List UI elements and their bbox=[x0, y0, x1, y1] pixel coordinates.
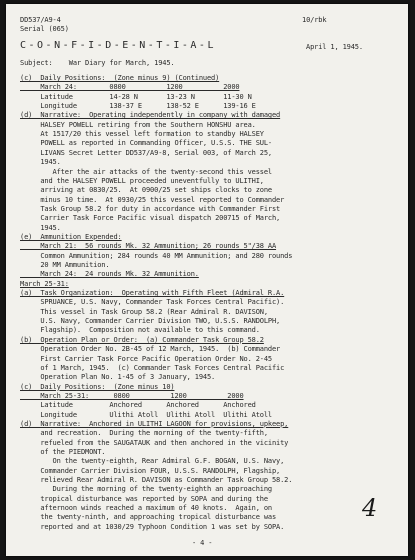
body-line: (d) Narrative: Anchored in ULITHI LAGOON for provisions, upkeep, bbox=[20, 419, 289, 428]
serial-number: Serial (065) bbox=[20, 25, 69, 33]
body-line: March 24: 24 rounds Mk. 32 Ammunition. bbox=[20, 270, 199, 279]
body-line: Operation Order No. 2B-45 of 12 March, 1945. (b) Commander bbox=[20, 345, 281, 354]
body-line: refueled from the SAUGATAUK and then anchored in the vicinity bbox=[20, 438, 289, 447]
body-line: March 21: 56 rounds Mk. 32 Ammunition; 26 rounds 5"/38 AA bbox=[20, 242, 277, 251]
body-line: afternoon winds reached a maximum of 40 knots. Again, on bbox=[20, 504, 272, 513]
body-line: 20 MM Ammunition. bbox=[20, 261, 110, 269]
body-line: Longitude Ulithi Atoll Ulithi Atoll Ulithi Atoll bbox=[20, 410, 272, 419]
subject-line: Subject: War Diary for March, 1945. bbox=[20, 59, 175, 67]
body-line: This vessel in Task Group 58.2 (Rear Admiral R. DAVISON, bbox=[20, 307, 268, 316]
body-line: SPRUANCE, U.S. Navy, Commander Task Forces Central Pacific). bbox=[20, 298, 285, 307]
body-line: (a) Task Organization: Operating with Fifth Fleet (Admiral R.A. bbox=[20, 289, 285, 298]
document-page bbox=[6, 4, 408, 556]
handwritten-page-mark: 4 bbox=[362, 494, 378, 522]
body-line: HALSEY POWELL retiring from the Southern HONSHU area. bbox=[20, 120, 256, 129]
body-line: March 24: 0800 1200 2000 bbox=[20, 83, 240, 92]
page-number: - 4 - bbox=[192, 539, 213, 547]
body-line: Latitude Anchored Anchored Anchored bbox=[20, 401, 256, 410]
body-line: of 1 March, 1945. (c) Commander Task Forces Central Pacific bbox=[20, 363, 285, 372]
body-line: Common Ammunition; 284 rounds 40 MM Ammunition; and 280 rounds bbox=[20, 251, 293, 260]
body-line: LIVANS Secret Letter DD537/A9-8, Serial 003, of March 25, bbox=[20, 148, 272, 157]
body-line: (d) Narrative: Operating independently in company with damaged bbox=[20, 111, 281, 120]
body-line: Carrier Task Force Pacific visual dispatch 200715 of March, bbox=[20, 214, 281, 223]
body-line: March 25-31: 0800 1200 2000 bbox=[20, 391, 244, 400]
body-line: (b) Operation Plan or Order: (a) Commander Task Group 58.2 bbox=[20, 335, 264, 344]
body-line: During the morning of the twenty-eighth an approaching bbox=[20, 485, 272, 494]
typist-reference: 10/rbk bbox=[302, 16, 327, 24]
body-line: POWELL as reported in Commanding Officer, U.S.S. THE SUL- bbox=[20, 139, 272, 148]
body-line: relieved Rear Admiral R. DAVISON as Commander Task Group 58.2. bbox=[20, 476, 293, 485]
body-line: 1945. bbox=[20, 223, 61, 232]
body-line: (c) Daily Positions: (Zone minus 10) bbox=[20, 382, 175, 391]
body-line: (e) Ammunition Expended: bbox=[20, 232, 122, 241]
body-line: the twenty-ninth, and approaching tropical disturbance was bbox=[20, 513, 277, 522]
body-line: (c) Daily Positions: (Zone minus 9) (Continued) bbox=[20, 74, 220, 82]
body-line: Latitude 14-28 N 13-23 N 11-30 N bbox=[20, 92, 252, 101]
body-line: At 1517/20 this vessel left formation to standby HALSEY bbox=[20, 130, 264, 139]
body-line: tropical disturbance was reported by SOPA and during the bbox=[20, 494, 268, 503]
body-line: and recreation. During the morning of the twenty-fifth, bbox=[20, 429, 268, 438]
body-line: Operation Plan No. 1-45 of 3 January, 1945. bbox=[20, 373, 216, 382]
body-line: of the PIEDMONT. bbox=[20, 448, 106, 456]
body-line: First Carrier Task Force Pacific Operation Order No. 2-45 bbox=[20, 354, 272, 363]
body-line: arriving at 0830/25. At 0900/25 set ships clocks to zone bbox=[20, 186, 272, 195]
classification-banner: C-O-N-F-I-D-E-N-T-I-A-L bbox=[20, 40, 216, 51]
body-line: Commander Carrier Division FOUR, U.S.S. RANDOLPH, Flagship, bbox=[20, 466, 281, 475]
body-line: March 25-31: bbox=[20, 279, 69, 288]
body-line: After the air attacks of the twenty-second this vessel bbox=[20, 167, 272, 176]
body-line: Task Group 58.2 for duty in accordance with Commander First bbox=[20, 204, 281, 213]
body-line: minus 10 time. At 0930/25 this vessel reported to Commander bbox=[20, 195, 285, 204]
body-line: 1945. bbox=[20, 158, 61, 167]
file-reference: DD537/A9-4 bbox=[20, 16, 61, 24]
body-line: Longitude 138-37 E 138-52 E 139-16 E bbox=[20, 102, 256, 111]
body-line: reported and at 1030/29 Typhoon Condition 1 was set by SOPA. bbox=[20, 522, 285, 531]
letter-date: April 1, 1945. bbox=[306, 43, 363, 51]
body-line: Flagship). Composition not available to this command. bbox=[20, 326, 260, 335]
body-line: and the HALSEY POWELL proceeded uneventfully to ULITHI, bbox=[20, 176, 264, 185]
body-line: On the twenty-eighth, Rear Admiral G.F. BOGAN, U.S. Navy, bbox=[20, 457, 285, 466]
body-line: U.S. Navy, Commander Carrier Division TWO, U.S.S. RANDOLPH, bbox=[20, 317, 281, 326]
